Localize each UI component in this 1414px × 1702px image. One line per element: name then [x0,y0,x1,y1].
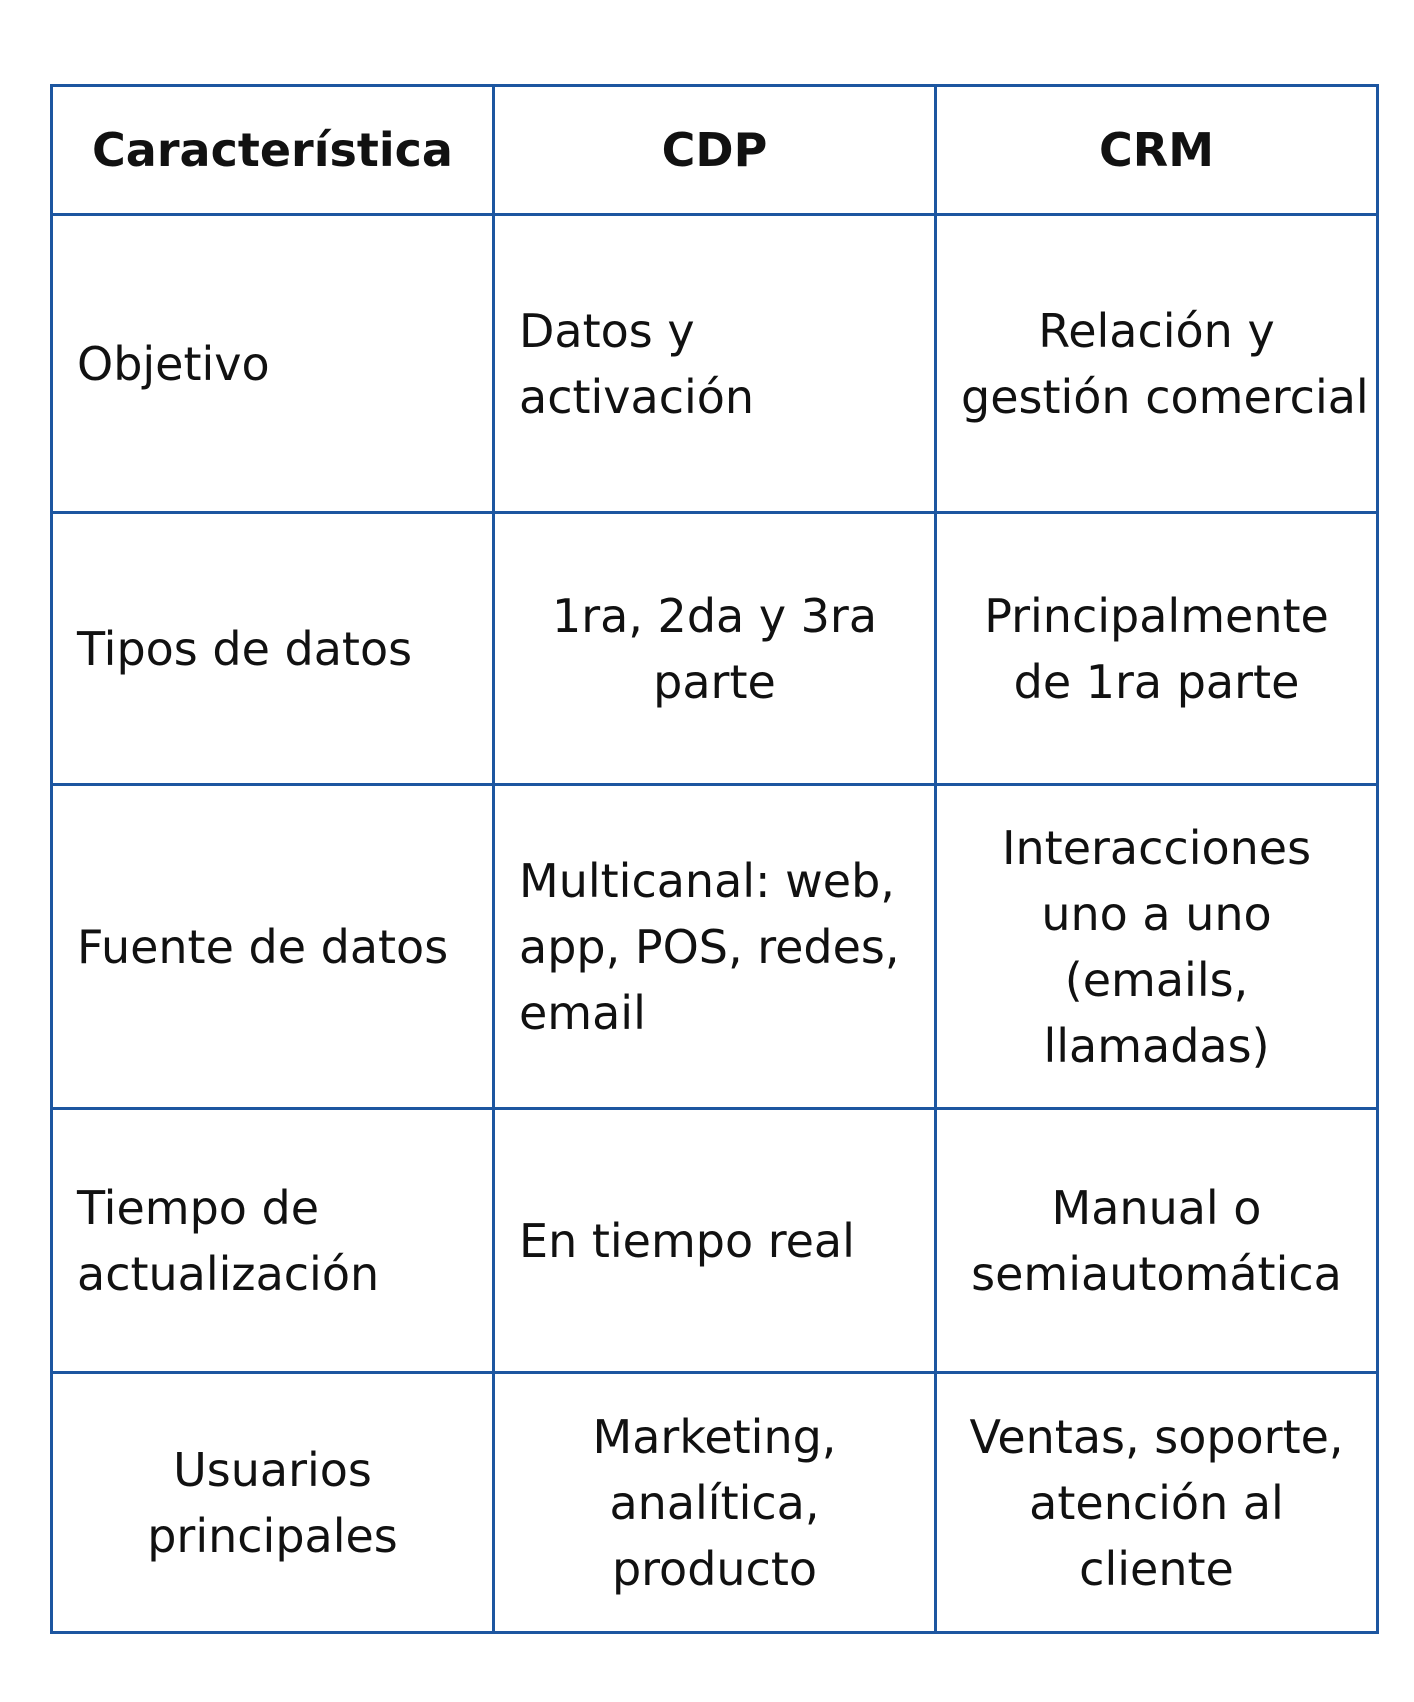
cell-line: Datos y [519,303,695,358]
header-crm: CRM [936,86,1378,215]
cell-line: app, POS, redes, [519,919,900,974]
cell-line: atención al [1029,1475,1284,1530]
crm-cell [936,785,1378,1109]
cell-line: gestión comercial [961,369,1369,424]
table-row [52,513,1378,785]
table-row [52,1109,1378,1373]
header-row [52,86,1378,215]
cell-line: Tiempo de [77,1180,320,1235]
cell-line: cliente [1079,1541,1234,1596]
cell-line: En tiempo real [519,1213,855,1268]
cdp-cell [494,785,936,1109]
cell-line: Objetivo [77,336,270,391]
cdp-cell [494,1109,936,1373]
cell-line: semiautomática [971,1246,1342,1301]
cell-line: Interacciones [1001,820,1312,875]
cell-line: Relación y [1038,303,1275,358]
cell-line: Ventas, soporte, [969,1409,1344,1464]
cell-line: (emails, [1064,952,1249,1007]
cell-line: parte [653,654,776,709]
cell-line: Tipos de datos [77,621,413,676]
cell-line: producto [611,1541,818,1596]
cdp-cell [494,1373,936,1633]
crm-cell [936,513,1378,785]
cell-line: analítica, [609,1475,820,1530]
feature-cell [52,1373,494,1633]
cell-line: Marketing, [592,1409,837,1464]
cell-line: Fuente de datos [77,919,449,974]
cell-line: Manual o [1051,1180,1262,1235]
crm-cell [936,1373,1378,1633]
cdp-cell [494,513,936,785]
cell-line: Multicanal: web, [519,853,895,908]
cell-line: email [519,985,646,1040]
cell-line: Usuarios [173,1442,372,1497]
cell-line: 1ra, 2da y 3ra [551,588,878,643]
header-feature: Característica [52,86,494,215]
cell-line: actualización [77,1246,380,1301]
feature-cell [52,513,494,785]
header-cdp: CDP [494,86,936,215]
feature-cell [52,785,494,1109]
crm-cell [936,215,1378,513]
feature-cell [52,215,494,513]
comparison-table [50,84,1379,1634]
cell-line: de 1ra parte [1013,654,1300,709]
cell-line: llamadas) [1043,1018,1270,1073]
cell-line: uno a uno [1041,886,1272,941]
cdp-cell [494,215,936,513]
table-row [52,1373,1378,1633]
table-row [52,215,1378,513]
cell-line: principales [147,1508,398,1563]
table-row [52,785,1378,1109]
feature-cell [52,1109,494,1373]
cell-line: activación [519,369,755,424]
cell-line: Principalmente [984,588,1329,643]
crm-cell [936,1109,1378,1373]
